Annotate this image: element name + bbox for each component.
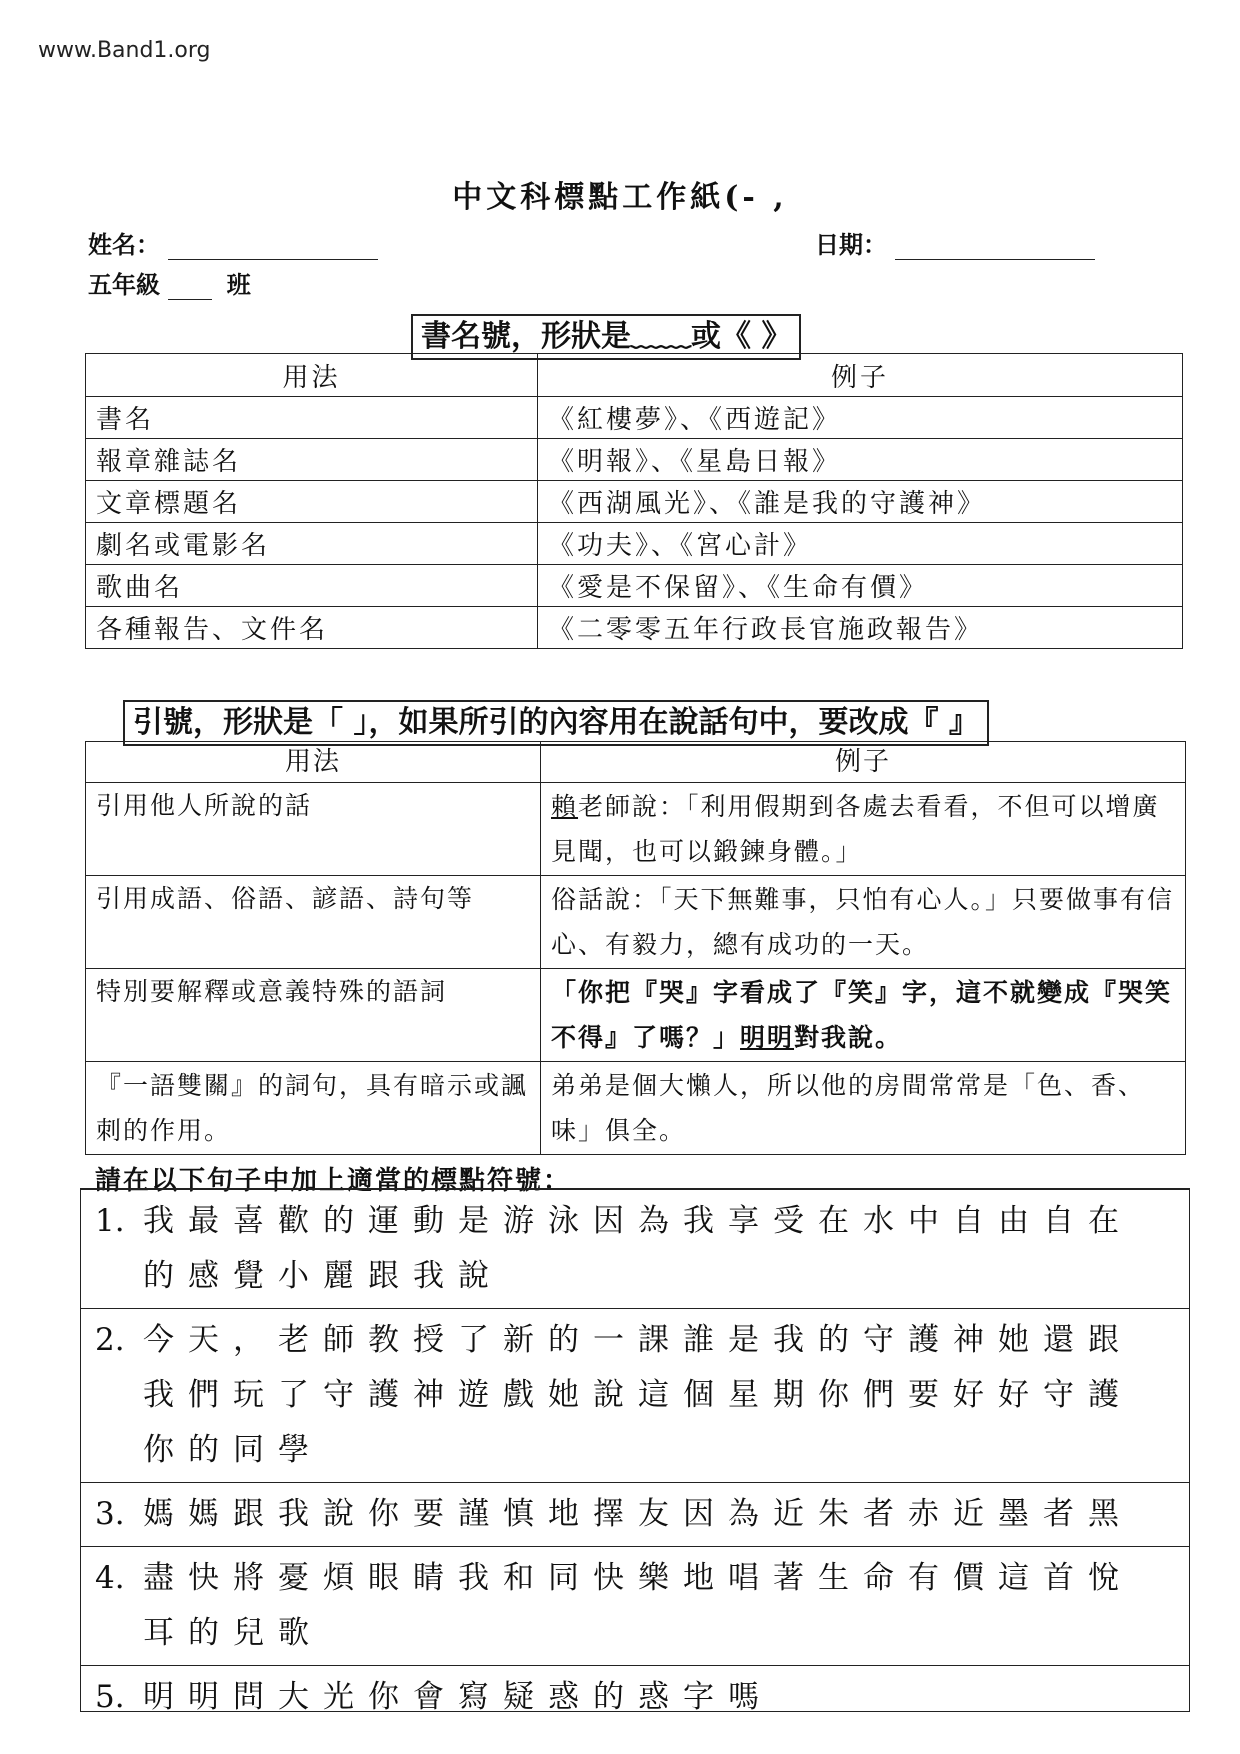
- class-field: [88, 265, 251, 300]
- date-field: [815, 225, 1095, 260]
- question-text: 明明問大光你會寫疑惑的惑字嗎: [143, 1679, 773, 1715]
- example-header: 例子: [538, 354, 1183, 397]
- usage-header: 用法: [86, 742, 541, 783]
- table-row: [86, 397, 1183, 439]
- worksheet-title: 中文科標點工作紙(- ,: [452, 180, 788, 215]
- usage-cell: 各種報告、文件名: [86, 607, 538, 649]
- date-label: 日期：: [815, 230, 887, 259]
- example-text: 「你把『哭』字看成了『笑』字，這不就變成『哭笑不得』了嗎？」: [551, 978, 1173, 1052]
- example-cell: 《明報》、《星島日報》: [538, 439, 1183, 481]
- grade-label: 五年級: [88, 270, 160, 299]
- example-header: 例子: [541, 742, 1186, 783]
- table-row: [86, 565, 1183, 607]
- class-label: 班: [226, 270, 251, 299]
- example-name: 賴: [551, 792, 579, 821]
- usage-cell: 書名: [86, 397, 538, 439]
- usage-cell: 歌曲名: [86, 565, 538, 607]
- name-label: 姓名：: [88, 230, 160, 259]
- usage-cell: 引用他人所說的話: [86, 783, 541, 876]
- example-cell: 弟弟是個大懶人，所以他的房間常常是「色、香、味」俱全。: [541, 1062, 1186, 1155]
- example-text: 老師說：「利用假期到各處去看看，不但可以增廣見聞，也可以鍛鍊身體。」: [551, 792, 1160, 866]
- site-watermark: www.Band1.org: [38, 38, 211, 63]
- usage-cell: 文章標題名: [86, 481, 538, 523]
- example-cell: 《功夫》、《宮心計》: [538, 523, 1183, 565]
- exercise-box: [80, 1188, 1190, 1715]
- question-text: 今天，老師教授了新的一課誰是我的守護神她還跟 我們玩了守護神遊戲她說這個星期你們要好好守護 你的同學: [143, 1322, 1133, 1468]
- usage-cell: 『一語雙關』的詞句，具有暗示或諷刺的作用。: [86, 1062, 541, 1155]
- usage-cell: 特別要解釋或意義特殊的語詞: [86, 969, 541, 1062]
- example-cell: 《西湖風光》、《誰是我的守護神》: [538, 481, 1183, 523]
- question-number: 5.: [95, 1679, 125, 1715]
- question-item: [81, 1483, 1189, 1547]
- question-number: 1.: [95, 1203, 125, 1239]
- question-item: [81, 1190, 1189, 1309]
- usage-cell: 報章雜誌名: [86, 439, 538, 481]
- table-header: [86, 354, 1183, 397]
- date-blank: [895, 231, 1095, 260]
- usage-cell: 劇名或電影名: [86, 523, 538, 565]
- table-header: [86, 742, 1186, 783]
- table-row: [86, 876, 1186, 969]
- table-row: [86, 783, 1186, 876]
- example-cell: 《二零零五年行政長官施政報告》: [538, 607, 1183, 649]
- usage-header: 用法: [86, 354, 538, 397]
- example-cell: [541, 783, 1186, 876]
- question-text: 盡快將憂煩眼睛我和同快樂地唱著生命有價這首悅 耳的兒歌: [143, 1560, 1133, 1651]
- example-name: 明明: [740, 1023, 795, 1052]
- example-cell: 俗話說：「天下無難事，只怕有心人。」只要做事有信心、有毅力，總有成功的一天。: [541, 876, 1186, 969]
- table-row: [86, 1062, 1186, 1155]
- question-number: 3.: [95, 1496, 125, 1532]
- section2-heading: 引號，形狀是「 」，如果所引的內容用在說話句中，要改成『 』: [123, 700, 989, 746]
- question-text: 我最喜歡的運動是游泳因為我享受在水中自由自在 的感覺小麗跟我說: [143, 1203, 1133, 1294]
- table-row: [86, 439, 1183, 481]
- example-cell: [541, 969, 1186, 1062]
- question-item: [81, 1309, 1189, 1483]
- table-row: [86, 481, 1183, 523]
- book-title-mark-table: [85, 353, 1183, 649]
- example-cell: 《紅樓夢》、《西遊記》: [538, 397, 1183, 439]
- quotation-mark-table: [85, 741, 1186, 1155]
- table-row: [86, 969, 1186, 1062]
- section1-heading: 書名號，形狀是﹏﹏或《 》: [411, 314, 801, 360]
- name-blank: [168, 231, 378, 260]
- question-number: 4.: [95, 1560, 125, 1596]
- exercise-instruction: 請在以下句子中加上適當的標點符號：: [95, 1166, 572, 1196]
- table-row: [86, 523, 1183, 565]
- question-text: 媽媽跟我說你要謹慎地擇友因為近朱者赤近墨者黑: [143, 1496, 1133, 1532]
- usage-cell: 引用成語、俗語、諺語、詩句等: [86, 876, 541, 969]
- question-item: [81, 1547, 1189, 1666]
- example-tail: 對我說。: [794, 1023, 903, 1052]
- table-row: [86, 607, 1183, 649]
- example-cell: 《愛是不保留》、《生命有價》: [538, 565, 1183, 607]
- class-blank: [168, 271, 212, 300]
- name-field: [88, 225, 378, 260]
- question-item: [81, 1666, 1189, 1729]
- question-number: 2.: [95, 1322, 125, 1358]
